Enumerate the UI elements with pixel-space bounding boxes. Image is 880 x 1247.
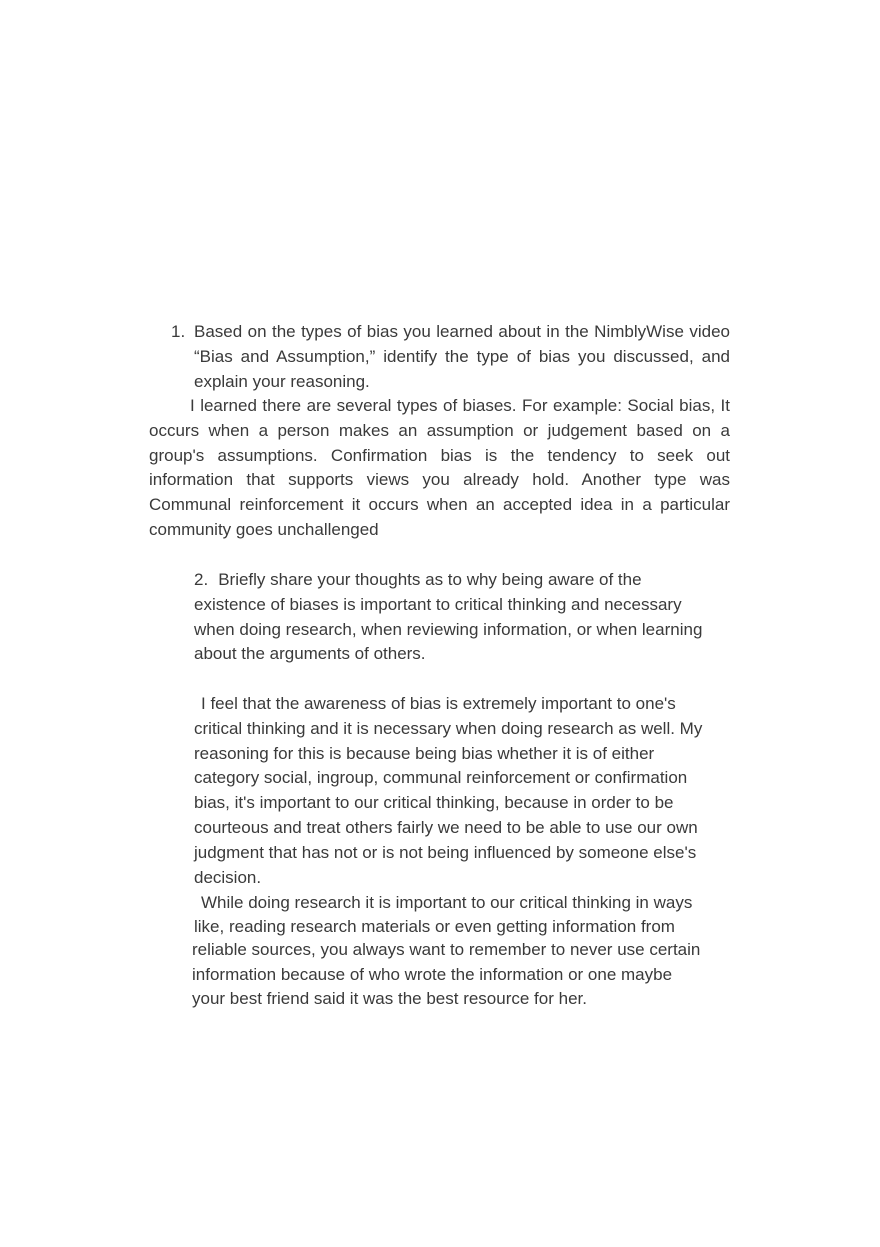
answer-2-line: critical thinking and it is necessary when doing research as well. My: [194, 718, 703, 738]
question-1: [171, 320, 730, 394]
question-2-number: 2.: [194, 570, 209, 589]
answer-3-line: While doing research it is important to our critical thinking in ways: [201, 893, 693, 912]
question-1-text: Based on the types of bias you learned about in the NimblyWise video “Bias and Assumption,” identify the type of bias you discussed, and explain your reasoning.: [194, 322, 730, 391]
question-2-line: when doing research, when reviewing information, or when learning: [194, 619, 703, 639]
answer-2-paragraph: [194, 692, 734, 890]
answer-3-line: like, reading research materials or even getting information from: [194, 916, 675, 936]
question-1-number: 1.: [171, 322, 186, 341]
answer-3-line: reliable sources, you always want to remember to never use certain: [192, 939, 701, 959]
answer-2-line: reasoning for this is because being bias whether it is of either: [194, 743, 655, 763]
answer-3-line: your best friend said it was the best resource for her.: [192, 989, 587, 1009]
question-2-line: about the arguments of others.: [194, 644, 426, 664]
question-2-text: Briefly share your thoughts as to why being aware of the: [218, 570, 642, 589]
answer-2-line: decision.: [194, 867, 262, 887]
answer-1-paragraph: I learned there are several types of biases. For example: Social bias, It occurs when a person makes an assumption or judgement based on a group's assumptions. Confirmation bias is the tendency to seek out information that supports views you already hold. Another type was Communal reinforcement it occurs when an accepted idea in a particular community goes unchallenged: [149, 396, 730, 539]
answer-2-line: judgment that has not or is not being influenced by someone else's: [194, 842, 697, 862]
question-2: [194, 568, 734, 667]
answer-3-paragraph: [192, 891, 737, 1012]
answer-2-line: bias, it's important to our critical thinking, because in order to be: [194, 793, 674, 813]
answer-2-line: category social, ingroup, communal reinforcement or confirmation: [194, 768, 688, 788]
question-2-line: existence of biases is important to critical thinking and necessary: [194, 594, 682, 614]
answer-2-line: I feel that the awareness of bias is extremely important to one's: [201, 694, 676, 713]
question-2-line: [194, 568, 734, 593]
answer-3-line: information because of who wrote the information or one maybe: [192, 964, 673, 984]
answer-2-line: courteous and treat others fairly we need to be able to use our own: [194, 817, 698, 837]
